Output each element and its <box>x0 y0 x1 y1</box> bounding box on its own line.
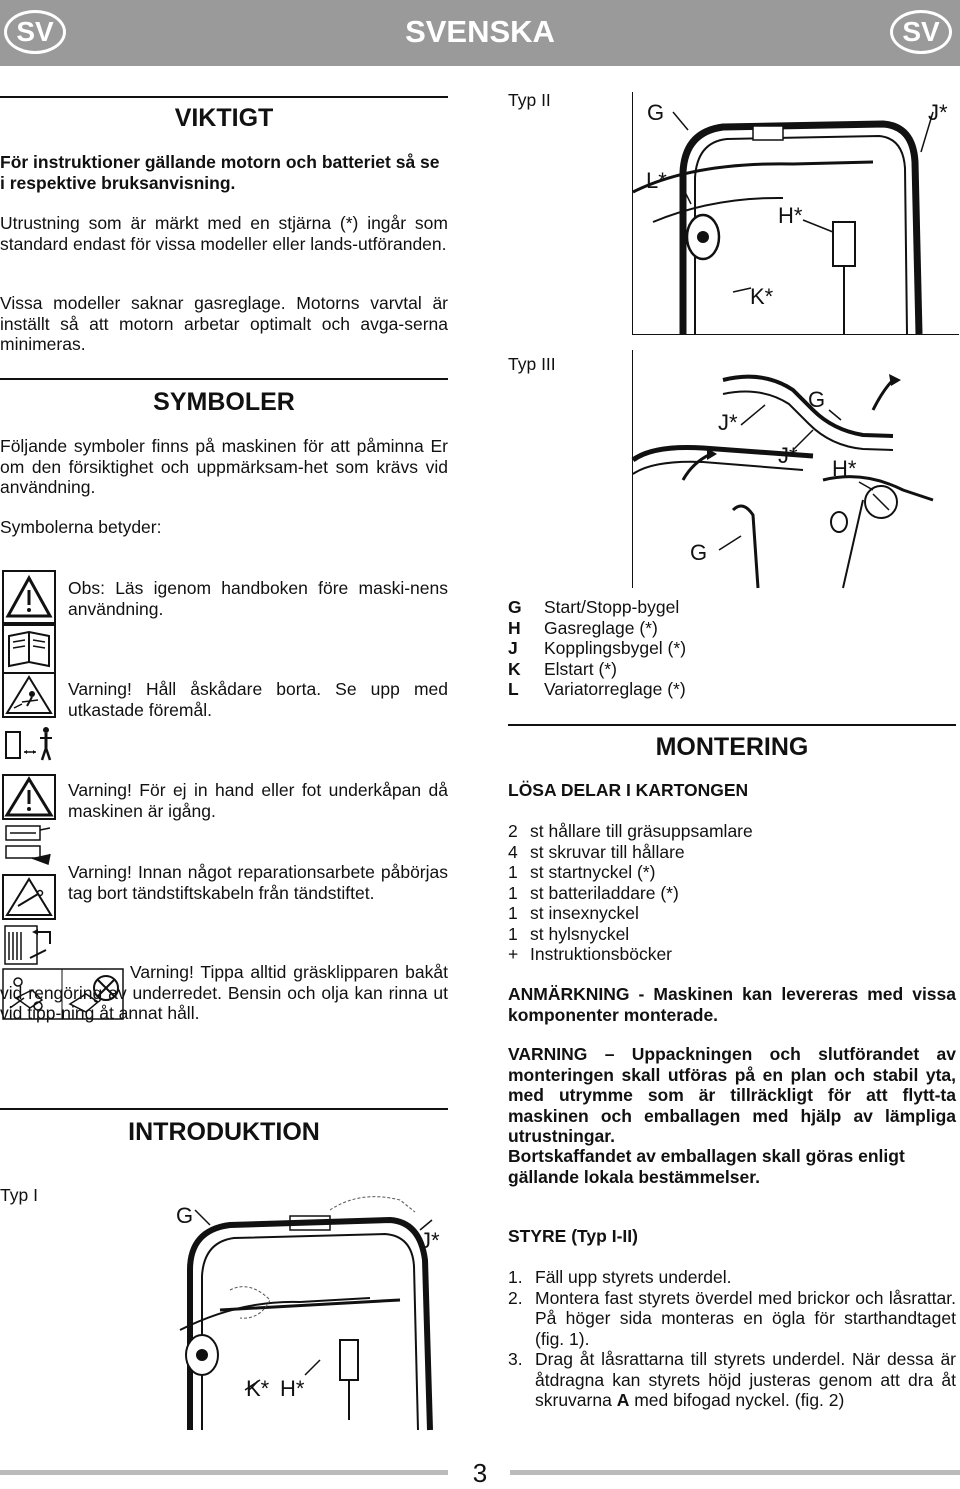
viktigt-p2: Utrustning som är märkt med en stjärna (*) ingår som standard endast för vissa modeller eller lands-utföranden. <box>0 213 448 254</box>
symbol-desc-2: Varning! Håll åskådare borta. Se upp med utkastade föremål. <box>68 679 448 720</box>
fig2-label-j: J* <box>928 100 948 125</box>
parts-item: 1 st batteriladdare (*) <box>508 882 679 903</box>
symboler-intro: Följande symboler finns på maskinen för att påminna Er om den försiktighet och uppmärksam-het som krävs vid användning. <box>0 436 448 497</box>
symbol-icons-group-1 <box>2 570 56 683</box>
typ-iii-label: Typ III <box>508 354 556 374</box>
footer-line-right <box>510 1470 960 1475</box>
symbol-desc-5: Varning! Tippa alltid gräsklipparen bakåt vid rengöring av underredet. Bensin och olja kan rinna ut vid tipp-ning åt annat håll. <box>0 962 448 1023</box>
viktigt-p1: För instruktioner gällande motorn och batteriet så se i respektive bruksanvisning. <box>0 152 440 193</box>
language-badge-right: SV <box>890 10 952 54</box>
fig3-label-j-top: J* <box>718 410 738 435</box>
symboler-rule <box>0 378 448 380</box>
symbol-desc-3: Varning! För ej in hand eller fot underkåpan då maskinen är igång. <box>68 780 448 821</box>
montering-title: MONTERING <box>655 733 809 761</box>
fig3-label-j-mid: J* <box>778 443 798 468</box>
spark-plug-warning-icon <box>2 874 56 968</box>
footer-line-left <box>0 1470 448 1475</box>
fig3-label-h: H* <box>832 456 857 481</box>
symbol-desc-1: Obs: Läs igenom handboken före maski-nens användning. <box>68 578 448 619</box>
parts-item: 1 st hylsnyckel <box>508 923 630 944</box>
parts-item: + Instruktionsböcker <box>508 944 673 964</box>
symbol-desc-4: Varning! Innan något reparationsarbete påbörjas tag bort tändstiftskabeln från tändstiftet. <box>68 862 448 903</box>
viktigt-p3: Vissa modeller saknar gasreglage. Motorns varvtal är inställt så att motorn arbetar optimalt och avga-serna minimeras. <box>0 293 448 354</box>
language-badge-left: SV <box>4 10 66 54</box>
fig3-label-g-top: G <box>808 387 826 412</box>
fig2-label-k: K* <box>750 284 774 309</box>
fig3-label-g-bottom: G <box>690 540 708 565</box>
fig2-label-g: G <box>647 100 665 125</box>
page-number: 3 <box>472 1458 488 1488</box>
montering-rule <box>508 724 956 726</box>
typ-ii-label: Typ II <box>508 90 551 110</box>
anmarkning-note: ANMÄRKNING - Maskinen kan levereras med vissa komponenter monterade. <box>508 984 956 1025</box>
introduktion-rule <box>0 1108 448 1110</box>
styre-title: STYRE (Typ I-II) <box>508 1226 638 1246</box>
fig2-label-l: L* <box>646 168 667 193</box>
parts-item: 1 st startnyckel (*) <box>508 862 656 882</box>
parts-list <box>508 821 956 965</box>
fig1-label-k: K* <box>246 1376 270 1401</box>
viktigt-title: VIKTIGT <box>174 104 274 132</box>
parts-item: 2 st hållare till gräsuppsamlare <box>508 821 753 841</box>
viktigt-rule <box>0 96 448 98</box>
legend-row-g: G Start/Stopp-bygel <box>508 597 680 617</box>
legend-row-j: J Kopplingsbygel (*) <box>508 638 687 658</box>
page-header-title: SVENSKA <box>405 14 555 49</box>
component-legend <box>508 597 948 700</box>
symbol-icons-group-3 <box>2 774 56 871</box>
styre-step-2: 2. Montera fast styrets överdel med brickor och låsrattar. På höger sida monteras en ögla för starthandtaget (fig. 1). <box>508 1287 956 1349</box>
hand-foot-warning-icon <box>2 774 56 866</box>
typ-i-label: Typ I <box>0 1185 38 1205</box>
figure-typ-iii <box>632 350 959 588</box>
symboler-title: SYMBOLER <box>153 388 295 416</box>
styre-steps <box>508 1267 956 1411</box>
parts-item: 4 st skruvar till hållare <box>508 841 685 862</box>
bortskaffande-note: Bortskaffandet av emballagen skall göras enligt gällande lokala bestämmelser. <box>508 1146 905 1187</box>
styre-step-1: 1. Fäll upp styrets underdel. <box>508 1267 732 1287</box>
styre-step-3: 3. Drag åt låsrattarna till styrets underdel. När dessa är åtdragna kan styrets höjd justeras genom att dra åt skruvarna A med bifogad nyckel. (fig. 2) <box>508 1349 956 1410</box>
fig1-label-g: G <box>176 1203 194 1228</box>
varning-note: VARNING – Uppackningen och slutförandet av monteringen skall utföras på en plan och stabil yta, med utrymme som är tillräckligt för att flytt-ta maskinen och emballagen med hjälp av lämpliga utrustningar. <box>508 1044 956 1146</box>
symbol-icons-group-4 <box>2 874 56 973</box>
parts-item: 1 st insexnyckel <box>508 903 639 923</box>
legend-row-h: H Gasreglage (*) <box>508 617 658 638</box>
legend-row-l: L Variatorreglage (*) <box>508 679 686 699</box>
introduktion-title: INTRODUKTION <box>128 1118 320 1146</box>
montering-subtitle: LÖSA DELAR I KARTONGEN <box>508 780 749 800</box>
fig1-label-j: J* <box>420 1228 440 1253</box>
thrown-objects-icon <box>2 672 56 772</box>
symboler-meaning: Symbolerna betyder: <box>0 517 162 537</box>
symbol-icons-group-2 <box>2 672 56 777</box>
legend-row-k: K Elstart (*) <box>508 658 617 679</box>
fig2-label-h: H* <box>778 203 803 228</box>
fig1-label-h: H* <box>280 1376 305 1401</box>
warning-manual-icon <box>2 570 56 678</box>
